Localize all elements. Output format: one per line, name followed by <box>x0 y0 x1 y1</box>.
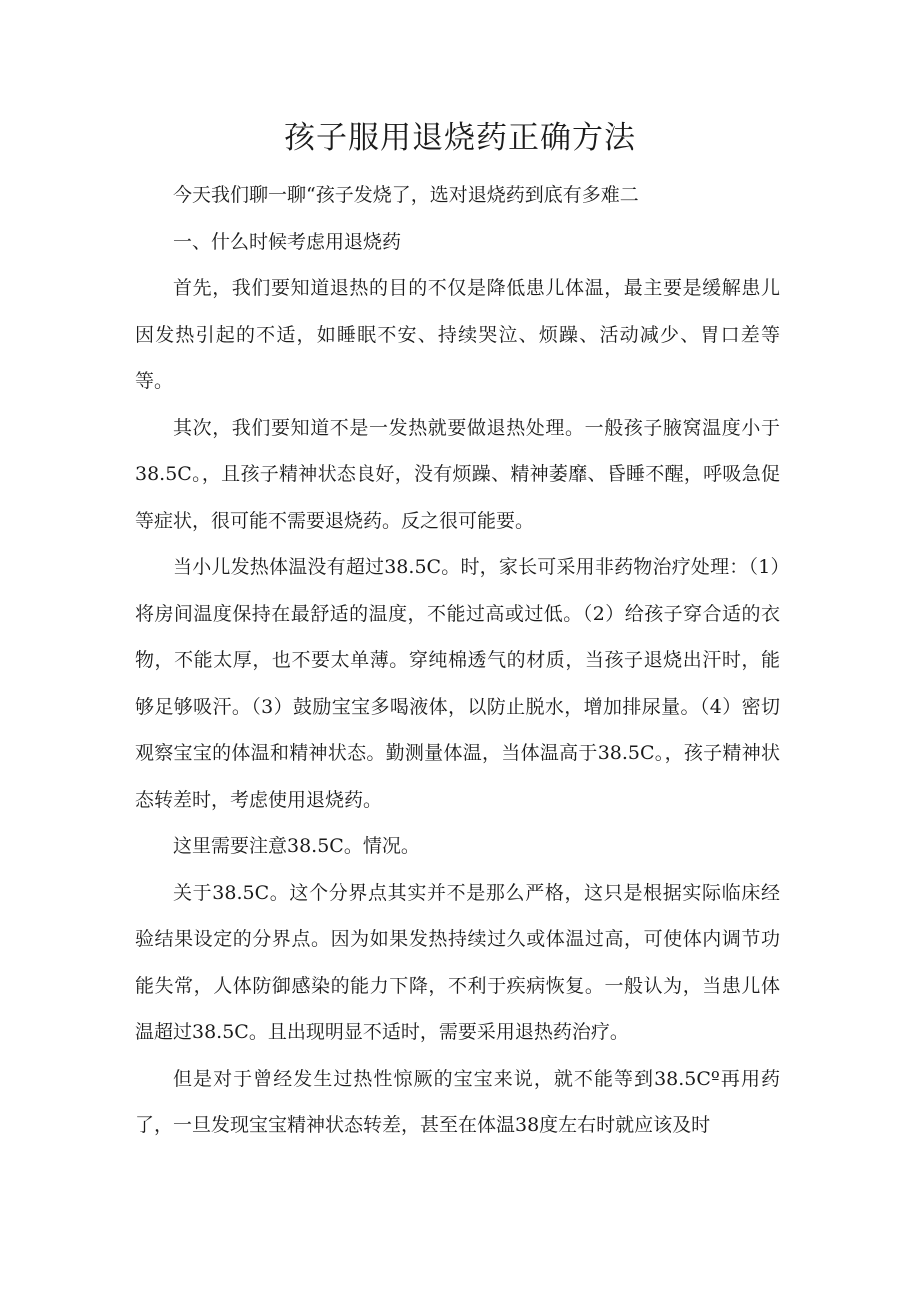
intro-paragraph: 今天我们聊一聊“孩子发烧了，选对退烧药到底有多难二 <box>173 184 639 206</box>
paragraph: 关于38.5C。这个分界点其实并不是那么严格，这只是根据实际临床经验结果设定的分界点。因为如果发热持续过久或体温过高，可使体内调节功能失常，人体防御感染的能力下降，不利于疾病恢复。一般认为，当患儿体温超过38.5C。且出现明显不适时，需要采用退热药治疗。 <box>135 881 780 1043</box>
paragraph: 但是对于曾经发生过热性惊厥的宝宝来说，就不能等到38.5Cº再用药了，一旦发现宝宝精神状态转差，甚至在体温38度左右时就应该及时 <box>135 1067 780 1136</box>
paragraph: 首先，我们要知道退热的目的不仅是降低患儿体温，最主要是缓解患儿因发热引起的不适，如睡眠不安、持续哭泣、烦躁、活动减少、胃口差等等。 <box>135 277 780 392</box>
paragraph: 这里需要注意38.5C。情况。 <box>173 835 420 857</box>
document-body <box>135 172 780 1149</box>
paragraph: 其次，我们要知道不是一发热就要做退热处理。一般孩子腋窝温度小于38.5C。，且孩子精神状态良好，没有烦躁、精神萎靡、昏睡不醒，呼吸急促等症状，很可能不需要退烧药。反之很可能要。 <box>135 416 780 532</box>
paragraph: 当小儿发热体温没有超过38.5C。时，家长可采用非药物治疗处理：（1）将房间温度保持在最舒适的温度，不能过高或过低。（2）给孩子穿合适的衣物，不能太厚，也不要太单薄。穿纯棉透气的材质，当孩子退烧出汗时，能够足够吸汗。（3）鼓励宝宝多喝液体，以防止脱水，增加排尿量。（4）密切观察宝宝的体温和精神状态。勤测量体温，当体温高于38.5C。，孩子精神状态转差时，考虑使用退烧药。 <box>135 556 780 811</box>
document-title: 孩子服用退烧药正确方法 <box>284 120 636 156</box>
section-heading: 一、什么时候考虑用退烧药 <box>173 230 402 253</box>
